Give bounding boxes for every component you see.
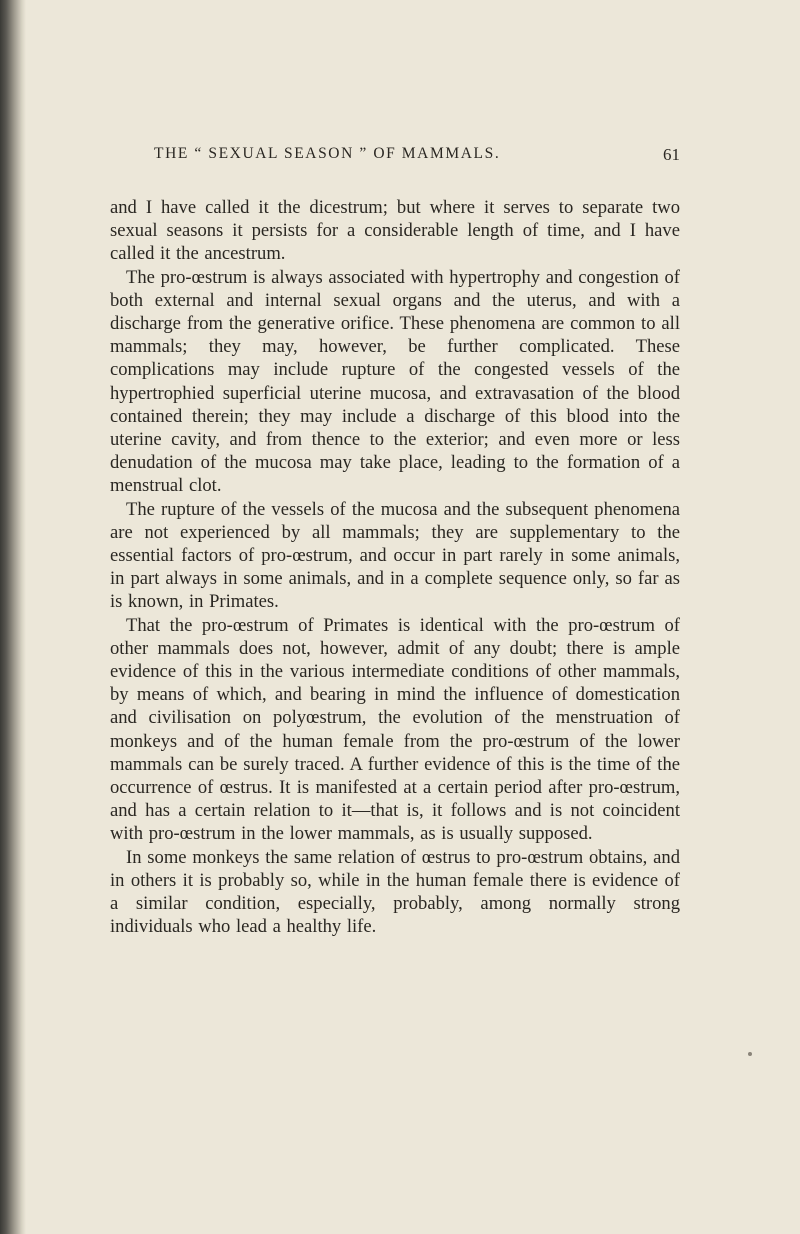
paragraph: The rupture of the vessels of the mucosa and the subsequent phenomena are not experienced by all mammals; they are supplementary to the essential factors of pro-œstrum, and occur in part rarely in some animals, in part always in some animals, and in a complete sequence only, so far as is known, in Primates. bbox=[110, 498, 680, 613]
paragraph: and I have called it the dicestrum; but where it serves to separate two sexual seasons it persists for a considerable length of time, and I have called it the ancestrum. bbox=[110, 197, 680, 265]
page-number: 61 bbox=[663, 145, 680, 164]
paper-speck bbox=[748, 1052, 752, 1056]
book-page bbox=[110, 145, 680, 939]
running-header bbox=[110, 145, 680, 175]
paragraph: That the pro-œstrum of Primates is identical with the pro-œstrum of other mammals does not, however, admit of any doubt; there is ample evidence of this in the various intermediate conditions of other mammals, by means of which, and bearing in mind the influence of domestication and civilisation on polyœstrum, the evolution of the menstruation of monkeys and of the human female from the pro-œstrum of the lower mammals can be surely traced. A further evidence of this is the time of the occurrence of œstrus. It is manifested at a certain period after pro-œstrum, and has a certain relation to it—that is, it follows and is not coincident with pro-œstrum in the lower mammals, as is usually supposed. bbox=[110, 614, 680, 845]
body-text bbox=[110, 196, 680, 939]
book-binding-edge bbox=[0, 0, 26, 1234]
running-title: THE “ SEXUAL SEASON ” OF MAMMALS. bbox=[154, 145, 501, 162]
paragraph: The pro-œstrum is always associated with hypertrophy and congestion of both external and internal sexual organs and the uterus, and with a discharge from the generative orifice. These phenomena are common to all mammals; they may, however, be further complicated. These complications may include rupture of the congested vessels of the hypertrophied superficial uterine mucosa, and extravasation of the blood contained therein; they may include a discharge of this blood into the uterine cavity, and from thence to the exterior; and even more or less denudation of the mucosa may take place, leading to the formation of a menstrual clot. bbox=[110, 266, 680, 497]
paragraph: In some monkeys the same relation of œstrus to pro-œstrum obtains, and in others it is probably so, while in the human female there is evidence of a similar condition, especially, probably, among normally strong individuals who lead a healthy life. bbox=[110, 846, 680, 938]
